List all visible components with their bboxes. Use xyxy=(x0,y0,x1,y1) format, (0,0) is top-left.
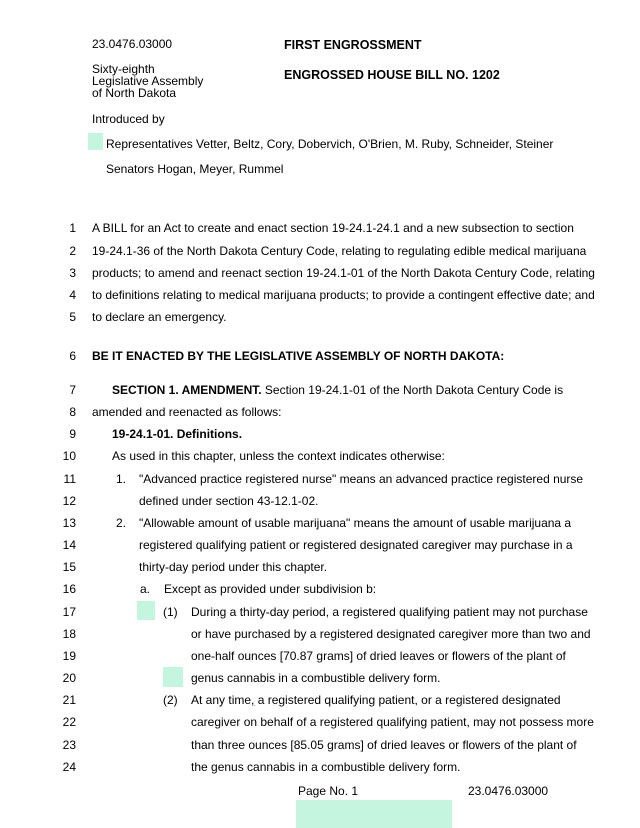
text-run: genus cannabis in a combustible delivery form. xyxy=(191,671,441,685)
bold-text: SECTION 1. AMENDMENT. xyxy=(112,383,262,397)
line-text xyxy=(92,288,595,302)
line-number: 17 xyxy=(62,605,76,619)
text-run: one-half ounces [70.87 grams] of dried leaves or flowers of the plant of xyxy=(191,649,566,663)
text-run: a registered qualifying patient, or a registered designated xyxy=(254,693,561,707)
line-text xyxy=(139,516,571,530)
text-run: amended and reenacted as follows: xyxy=(92,405,282,419)
line-number: 4 xyxy=(69,288,76,302)
line-number: 21 xyxy=(62,693,76,707)
text-run: , xyxy=(251,693,255,707)
line-number: 2 xyxy=(69,244,76,258)
line-number: 11 xyxy=(63,472,76,486)
list-marker: (2) xyxy=(163,693,178,707)
text-run: Section 19-24.1-01 of the North Dakota Century Code is xyxy=(261,383,564,397)
text-run: to declare an emergency. xyxy=(92,310,227,324)
assembly-line-3: of North Dakota xyxy=(92,86,177,100)
line-number: 23 xyxy=(62,738,76,752)
text-run: or have purchased by a registered designated caregiver more than two and xyxy=(191,627,591,641)
line-number: 10 xyxy=(62,449,76,463)
text-run: the genus cannabis in a combustible delivery form. xyxy=(191,760,461,774)
line-number: 18 xyxy=(62,627,76,641)
line-text xyxy=(112,427,242,441)
line-number: 1 xyxy=(69,221,76,235)
text-run: thirty-day period under this chapter. xyxy=(139,560,328,574)
text-run: "Advanced practice registered nurse" means an advanced practice registered nurse xyxy=(139,472,584,486)
line-text xyxy=(139,472,583,486)
line-text xyxy=(191,649,566,663)
text-run: At any time xyxy=(191,693,252,707)
line-text xyxy=(92,405,281,419)
line-text xyxy=(191,715,594,729)
line-text xyxy=(191,693,561,707)
list-marker: (1) xyxy=(163,605,178,619)
line-text xyxy=(92,244,586,258)
line-text xyxy=(191,671,440,685)
doc-id: 23.0476.03000 xyxy=(92,37,173,51)
line-number: 13 xyxy=(62,516,76,530)
text-run: 19-24.1-36 of the North Dakota Century Code, relating to regulating edible medical marijuana xyxy=(92,244,587,258)
bold-text: 19-24.1-01. Definitions. xyxy=(112,427,243,441)
line-text xyxy=(112,449,445,463)
line-text xyxy=(92,266,595,280)
line-text xyxy=(92,349,504,363)
text-run: As used in this chapter, unless the context indicates otherwise: xyxy=(112,449,445,463)
representatives: Representatives Vetter, Beltz, Cory, Dobervich, O'Brien, M. Ruby, Schneider, Steiner xyxy=(106,137,554,151)
line-number: 15 xyxy=(62,560,76,574)
line-number: 16 xyxy=(62,582,76,596)
highlight-mark xyxy=(296,800,452,828)
line-number: 5 xyxy=(69,310,76,324)
line-number: 22 xyxy=(62,715,76,729)
text-run: Except as provided under subdivision b: xyxy=(164,582,377,596)
bold-text: BE IT ENACTED BY THE LEGISLATIVE ASSEMBLY OF NORTH DAKOTA: xyxy=(92,349,505,363)
line-number: 19 xyxy=(62,649,76,663)
text-run: to definitions relating to medical marijuana products; to provide a contingent effective date; and xyxy=(92,288,595,302)
text-run: defined under section 43-12.1-02. xyxy=(139,494,319,508)
text-run: than three ounces [85.05 grams] of dried leaves or flowers of the plant of xyxy=(191,738,577,752)
line-text xyxy=(92,221,574,235)
line-number: 6 xyxy=(69,349,76,363)
page-number: Page No. 1 xyxy=(298,784,359,798)
bill-title: ENGROSSED HOUSE BILL NO. 1202 xyxy=(284,68,500,82)
text-run: products; to amend and reenact section 19-24.1-01 of the North Dakota Century Code, relating xyxy=(92,266,595,280)
line-text xyxy=(191,605,588,619)
text-run: caregiver on behalf of a registered qualifying patient, may not possess more xyxy=(191,715,594,729)
list-marker: a. xyxy=(140,582,151,596)
assembly-line-2: Legislative Assembly xyxy=(92,74,204,88)
senators: Senators Hogan, Meyer, Rummel xyxy=(106,162,284,176)
highlight-mark xyxy=(163,667,183,687)
line-text xyxy=(139,538,573,552)
text-run: registered qualifying patient or registered designated caregiver may purchase in a xyxy=(139,538,573,552)
line-text xyxy=(191,738,577,752)
line-text xyxy=(139,560,327,574)
line-number: 20 xyxy=(62,671,76,685)
line-text xyxy=(164,582,376,596)
assembly-line-1: Sixty-eighth xyxy=(92,62,155,76)
line-number: 12 xyxy=(62,494,76,508)
text-run: "Allowable amount of usable marijuana" means the amount of usable marijuana a xyxy=(139,516,572,530)
footer-doc-id: 23.0476.03000 xyxy=(468,784,549,798)
list-marker: 2. xyxy=(116,516,127,530)
engrossment-title: FIRST ENGROSSMENT xyxy=(284,38,422,52)
line-text xyxy=(139,494,318,508)
line-number: 3 xyxy=(69,266,76,280)
line-number: 8 xyxy=(69,405,76,419)
list-marker: 1. xyxy=(116,472,127,486)
line-text xyxy=(191,760,460,774)
text-run: A BILL for an Act to create and enact section 19-24.1-24.1 and a new subsection to section xyxy=(92,221,574,235)
line-text xyxy=(92,310,227,324)
line-number: 24 xyxy=(62,760,76,774)
line-text xyxy=(112,383,563,397)
highlight-mark xyxy=(137,601,155,620)
introduced-by: Introduced by xyxy=(92,112,165,126)
line-number: 14 xyxy=(62,538,76,552)
highlight-mark xyxy=(88,133,103,150)
line-text xyxy=(191,627,591,641)
line-number: 7 xyxy=(69,383,76,397)
text-run: During a thirty-day period, a registered qualifying patient may not purchase xyxy=(191,605,588,619)
line-number: 9 xyxy=(69,427,76,441)
